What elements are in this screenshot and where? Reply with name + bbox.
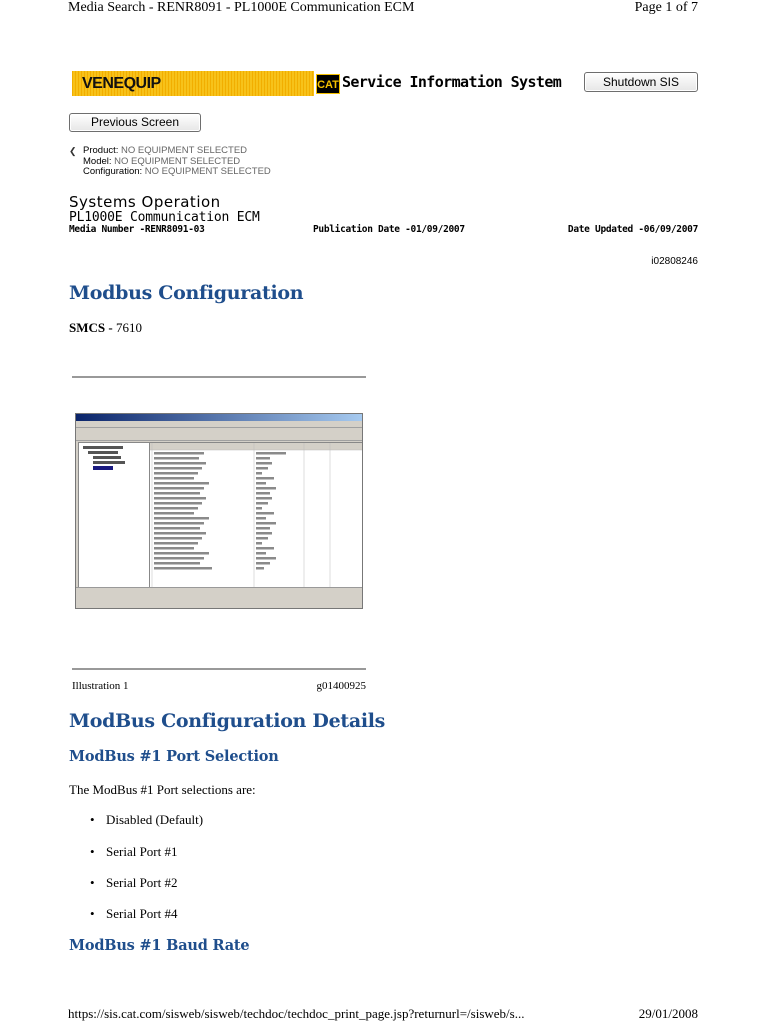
screenshot-toolbar	[76, 428, 362, 441]
configuration-screenshot	[75, 413, 363, 609]
screenshot-titlebar	[76, 414, 362, 421]
configuration-row	[69, 167, 271, 178]
screenshot-menubar	[76, 421, 362, 428]
screenshot-button-bar	[76, 587, 362, 608]
sis-banner	[72, 71, 698, 96]
print-title: Media Search - RENR8091 - PL1000E Communication ECM	[68, 0, 415, 15]
page-title: Modbus Configuration	[69, 282, 304, 304]
document-subtitle: PL1000E Communication ECM	[69, 210, 260, 225]
graphic-id: g01400925	[316, 680, 366, 692]
illustration-bottom-rule	[72, 668, 366, 670]
baud-rate-heading: ModBus #1 Baud Rate	[69, 937, 250, 954]
tree-lines	[79, 443, 149, 589]
section-title: Systems Operation	[69, 193, 221, 211]
list-item: • Serial Port #4	[90, 906, 178, 921]
grid-rows	[150, 443, 362, 589]
configuration-label: Configuration:	[83, 166, 143, 177]
smcs-value: 7610	[115, 320, 142, 335]
illustration-top-rule	[72, 376, 366, 378]
product-value: NO EQUIPMENT SELECTED	[121, 145, 248, 156]
cat-logo: CAT	[316, 74, 340, 94]
previous-screen-button[interactable]: Previous Screen	[69, 113, 201, 132]
list-item: • Disabled (Default)	[90, 812, 204, 827]
model-label: Model:	[83, 155, 112, 167]
smcs-code	[69, 320, 142, 336]
port-selection-intro: The ModBus #1 Port selections are:	[69, 782, 256, 797]
publication-date: Publication Date -01/09/2007	[313, 224, 465, 235]
list-item: • Serial Port #1	[90, 844, 178, 859]
smcs-label: SMCS -	[69, 320, 113, 335]
page-number: Page 1 of 7	[634, 0, 698, 15]
details-heading: ModBus Configuration Details	[69, 710, 386, 732]
footer-url: https://sis.cat.com/sisweb/sisweb/techdoc/techdoc_print_page.jsp?returnurl=/sisweb/s...	[68, 1006, 525, 1021]
back-arrow-icon[interactable]: ❮	[69, 146, 77, 156]
date-updated: Date Updated -06/09/2007	[567, 224, 698, 235]
port-selection-heading: ModBus #1 Port Selection	[69, 748, 279, 765]
product-label: Product:	[83, 145, 119, 156]
screenshot-tree-pane	[78, 442, 150, 590]
footer-date: 29/01/2008	[638, 1006, 698, 1021]
illustration-label: Illustration 1	[72, 680, 129, 692]
equipment-selection	[69, 146, 271, 178]
model-value: NO EQUIPMENT SELECTED	[114, 155, 241, 167]
dealer-logo: VENEQUIP	[72, 71, 314, 96]
shutdown-sis-button[interactable]: Shutdown SIS	[584, 72, 698, 92]
configuration-value: NO EQUIPMENT SELECTED	[144, 166, 271, 177]
screenshot-parameter-grid	[149, 442, 363, 590]
system-title: Service Information System	[342, 73, 562, 91]
media-number: Media Number -RENR8091-03	[69, 224, 205, 235]
list-item: • Serial Port #2	[90, 875, 178, 890]
document-id: i02808246	[651, 256, 698, 267]
